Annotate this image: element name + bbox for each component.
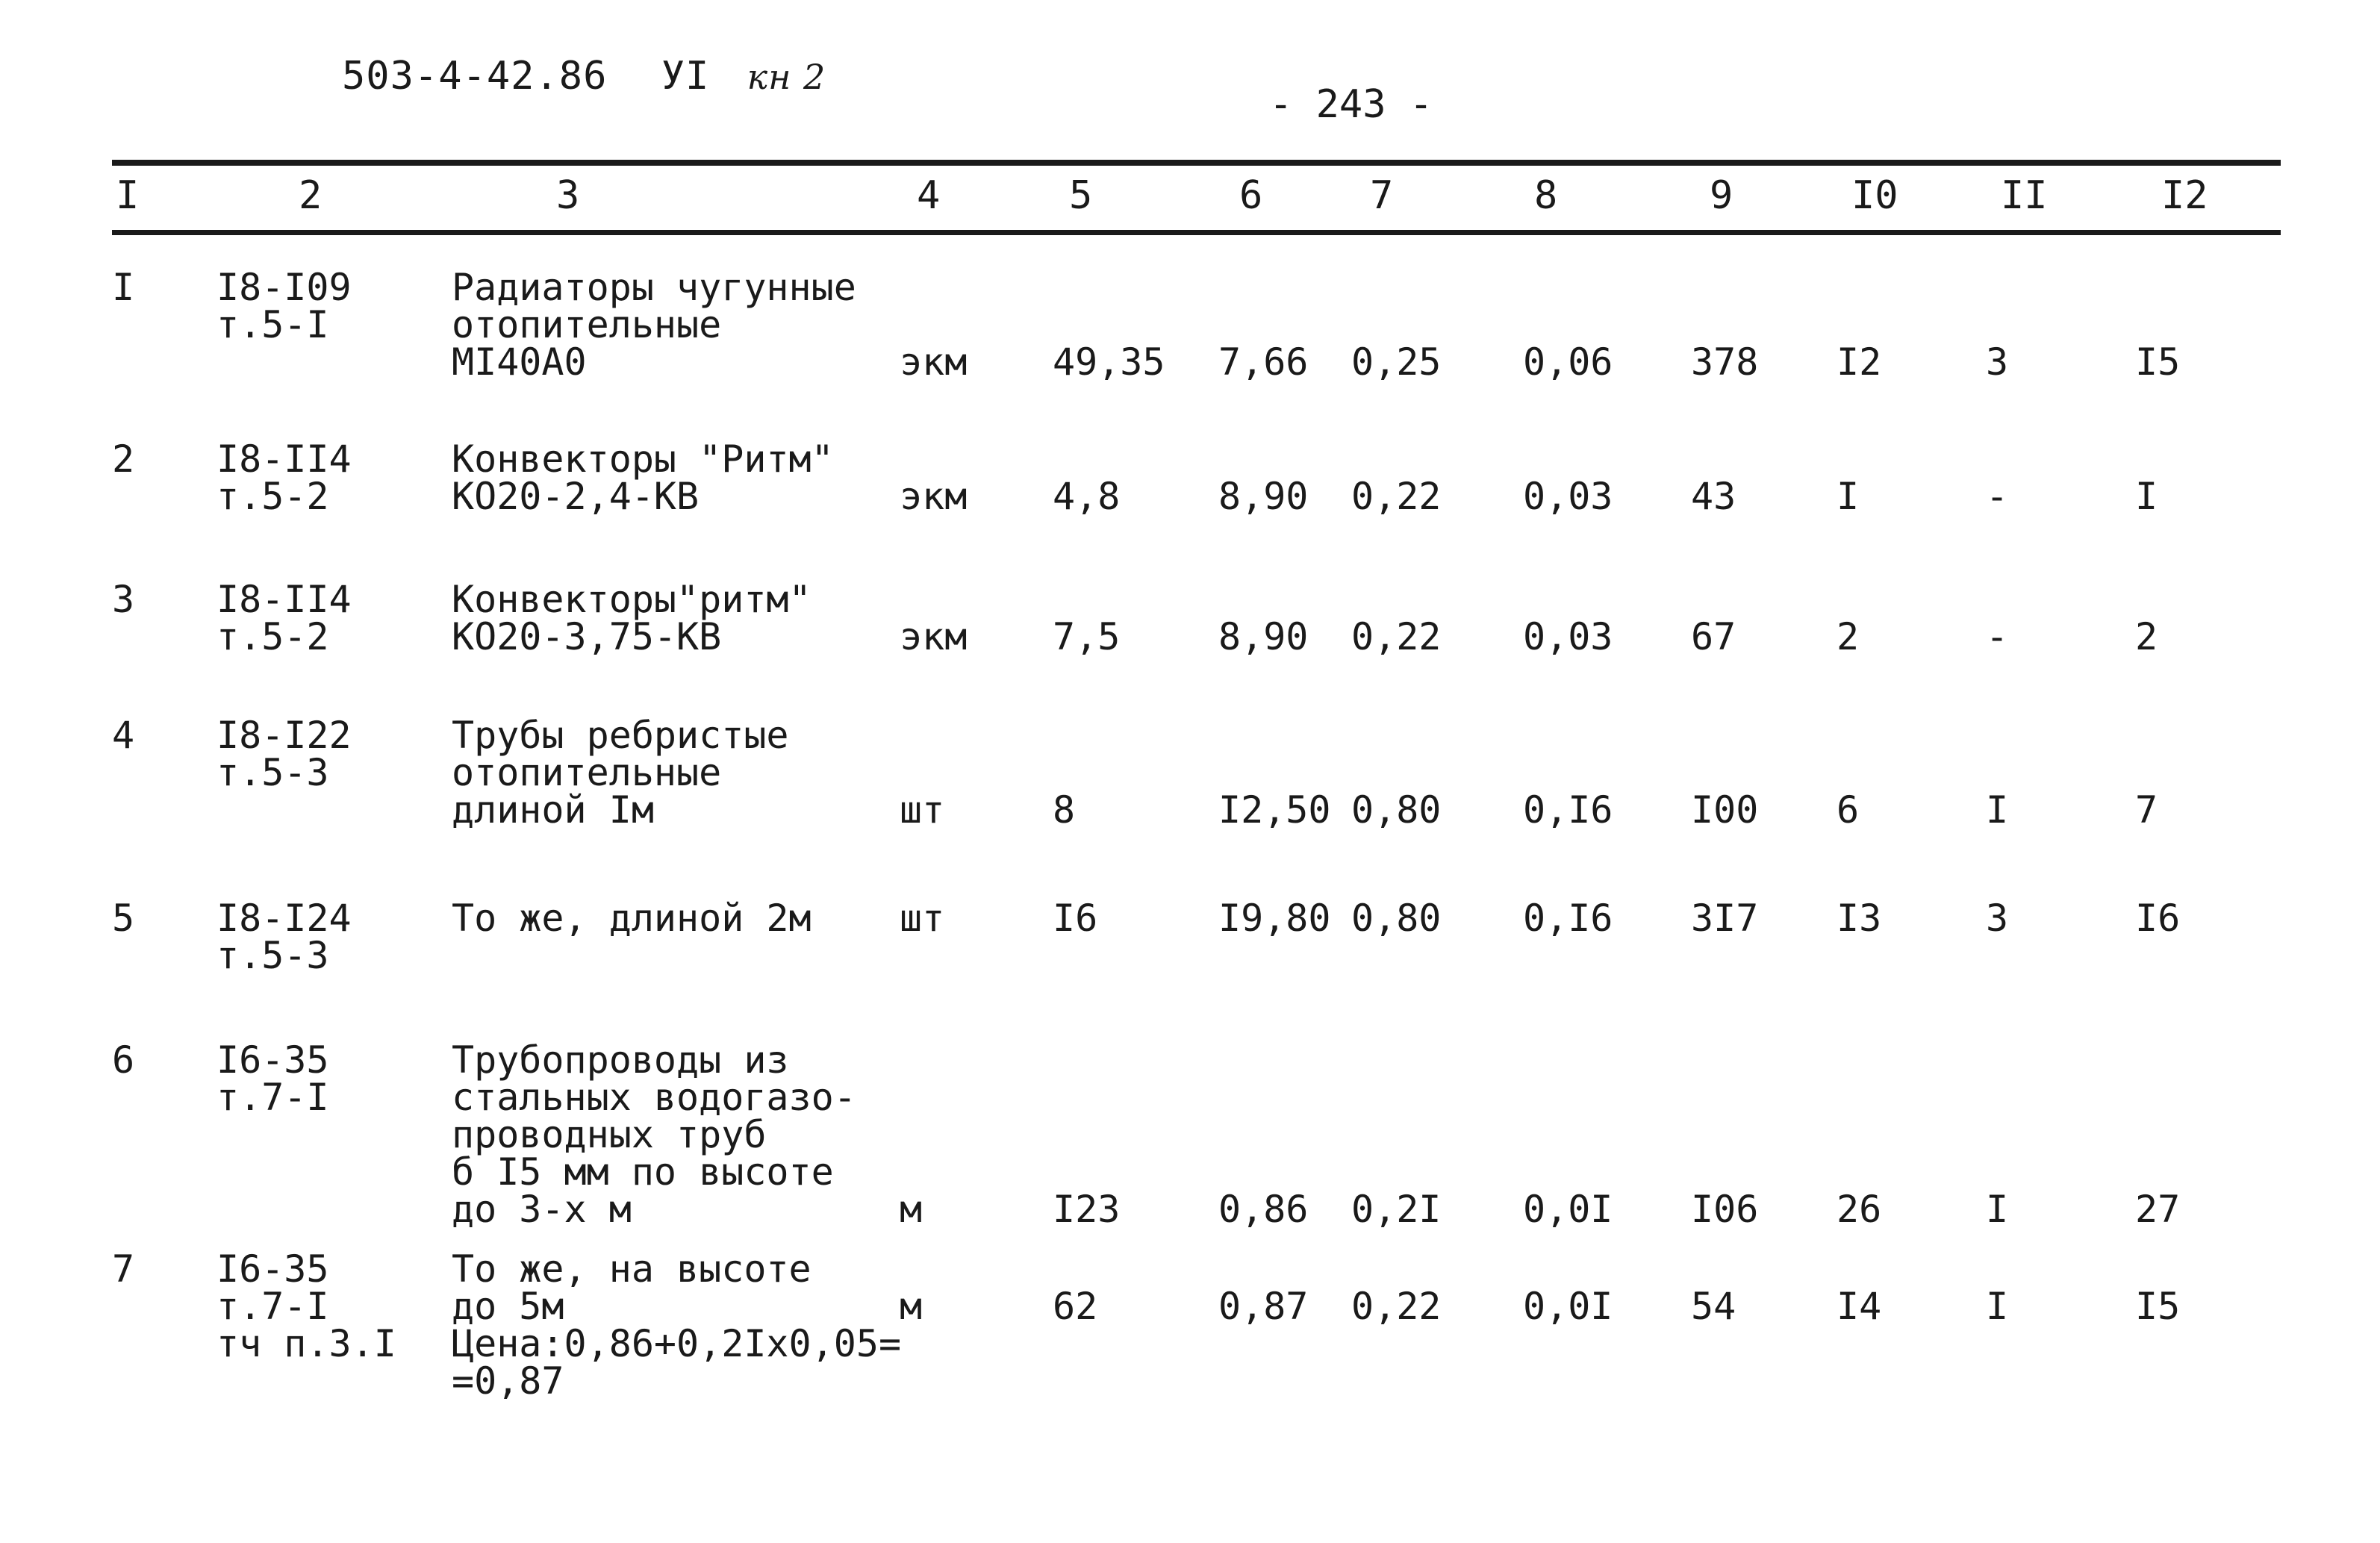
work-name: проводных труб <box>452 1113 767 1156</box>
column-header-7: 7 <box>1370 173 1394 218</box>
value-cell-c9: 378 <box>1691 340 1759 384</box>
norm-code: I6-35 <box>216 1038 329 1082</box>
norm-code: I8-I22 <box>216 714 352 757</box>
row-number: 5 <box>112 897 135 940</box>
work-name: до 3-х м <box>452 1188 632 1231</box>
norm-code: I8-I09 <box>216 266 352 309</box>
work-name: То же, длиной 2м <box>452 897 811 940</box>
doc-volume: УI <box>661 54 710 99</box>
value-cell-c8: 0,0I <box>1523 1188 1613 1231</box>
column-header-12: I2 <box>2161 173 2208 218</box>
value-cell-c10: I3 <box>1837 897 1882 940</box>
handwritten-book-note: кн 2 <box>747 57 826 97</box>
value-cell-c11: I <box>1986 1188 2009 1231</box>
row-number: 2 <box>112 437 135 481</box>
value-cell-c12: 27 <box>2135 1188 2181 1231</box>
value-cell-c7: 0,80 <box>1351 788 1442 832</box>
document-code <box>342 54 826 99</box>
norm-code: т.7-I <box>216 1076 329 1119</box>
work-name: отопительные <box>452 303 722 346</box>
value-cell-c10: 26 <box>1837 1188 1882 1231</box>
column-header-9: 9 <box>1710 173 1733 218</box>
work-name: Трубопроводы из <box>452 1038 789 1082</box>
value-cell-c8: 0,06 <box>1523 340 1613 384</box>
unit-cell: м <box>900 1188 923 1231</box>
column-header-10: I0 <box>1851 173 1898 218</box>
value-cell-c6: 8,90 <box>1218 475 1309 518</box>
norm-code: т.5-2 <box>216 475 329 518</box>
value-cell-c8: 0,I6 <box>1523 788 1613 832</box>
work-name: КО20-3,75-КВ <box>452 615 722 658</box>
value-cell-c12: I5 <box>2135 340 2181 384</box>
table-top-rule <box>112 160 2281 166</box>
value-cell-c9: I00 <box>1691 788 1759 832</box>
unit-cell: экм <box>900 615 968 658</box>
value-cell-c11: - <box>1986 615 2009 658</box>
value-cell-c7: 0,2I <box>1351 1188 1442 1231</box>
work-name: длиной Iм <box>452 788 654 832</box>
value-cell-c5: I6 <box>1053 897 1098 940</box>
value-cell-c7: 0,80 <box>1351 897 1442 940</box>
value-cell-c6: 8,90 <box>1218 615 1309 658</box>
value-cell-c8: 0,03 <box>1523 615 1613 658</box>
value-cell-c8: 0,03 <box>1523 475 1613 518</box>
value-cell-c6: 0,86 <box>1218 1188 1309 1231</box>
work-name: Цена:0,86+0,2Iх0,05= <box>452 1322 902 1365</box>
column-header-4: 4 <box>917 173 941 218</box>
work-name: б I5 мм по высоте <box>452 1150 834 1194</box>
value-cell-c9: 3I7 <box>1691 897 1759 940</box>
work-name: Конвекторы"ритм" <box>452 578 811 621</box>
norm-code: I8-II4 <box>216 578 352 621</box>
column-header-3: 3 <box>556 173 580 218</box>
value-cell-c9: 67 <box>1691 615 1736 658</box>
norm-code: т.5-3 <box>216 934 329 977</box>
value-cell-c9: 43 <box>1691 475 1736 518</box>
norm-code: I8-I24 <box>216 897 352 940</box>
value-cell-c12: 7 <box>2135 788 2158 832</box>
unit-cell: экм <box>900 475 968 518</box>
value-cell-c7: 0,22 <box>1351 615 1442 658</box>
value-cell-c11: I <box>1986 788 2009 832</box>
unit-cell: шт <box>900 788 945 832</box>
work-name: стальных водогазо- <box>452 1076 856 1119</box>
value-cell-c12: I <box>2135 475 2158 518</box>
value-cell-c11: 3 <box>1986 897 2009 940</box>
value-cell-c6: 7,66 <box>1218 340 1309 384</box>
row-number: 7 <box>112 1247 135 1291</box>
page-number: - 243 - <box>1269 82 1433 127</box>
value-cell-c6: I9,80 <box>1218 897 1331 940</box>
column-header-2: 2 <box>299 173 323 218</box>
work-name: Радиаторы чугунные <box>452 266 856 309</box>
value-cell-c7: 0,25 <box>1351 340 1442 384</box>
value-cell-c10: 2 <box>1837 615 1860 658</box>
work-name: МI40А0 <box>452 340 587 384</box>
row-number: 3 <box>112 578 135 621</box>
column-header-11: II <box>2001 173 2048 218</box>
work-name: Конвекторы "Ритм" <box>452 437 834 481</box>
table-header-rule <box>112 230 2281 235</box>
value-cell-c11: - <box>1986 475 2009 518</box>
value-cell-c5: 49,35 <box>1053 340 1165 384</box>
value-cell-c9: 54 <box>1691 1285 1736 1328</box>
row-number: I <box>112 266 135 309</box>
unit-cell: экм <box>900 340 968 384</box>
value-cell-c6: I2,50 <box>1218 788 1331 832</box>
value-cell-c5: 62 <box>1053 1285 1098 1328</box>
column-header-8: 8 <box>1534 173 1558 218</box>
column-header-6: 6 <box>1239 173 1263 218</box>
value-cell-c5: 7,5 <box>1053 615 1121 658</box>
work-name: То же, на высоте <box>452 1247 811 1291</box>
row-number: 6 <box>112 1038 135 1082</box>
value-cell-c5: 4,8 <box>1053 475 1121 518</box>
value-cell-c11: 3 <box>1986 340 2009 384</box>
work-name: Трубы ребристые <box>452 714 789 757</box>
norm-code: т.5-2 <box>216 615 329 658</box>
value-cell-c12: 2 <box>2135 615 2158 658</box>
doc-number: 503-4-42.86 <box>342 54 608 99</box>
value-cell-c5: 8 <box>1053 788 1076 832</box>
value-cell-c8: 0,I6 <box>1523 897 1613 940</box>
unit-cell: шт <box>900 897 945 940</box>
value-cell-c6: 0,87 <box>1218 1285 1309 1328</box>
column-header-1: I <box>116 173 140 218</box>
value-cell-c8: 0,0I <box>1523 1285 1613 1328</box>
work-name: до 5м <box>452 1285 564 1328</box>
value-cell-c10: I2 <box>1837 340 1882 384</box>
value-cell-c9: I06 <box>1691 1188 1759 1231</box>
value-cell-c12: I5 <box>2135 1285 2181 1328</box>
norm-code: т.5-I <box>216 303 329 346</box>
value-cell-c5: I23 <box>1053 1188 1121 1231</box>
norm-code: I6-35 <box>216 1247 329 1291</box>
value-cell-c10: I4 <box>1837 1285 1882 1328</box>
value-cell-c7: 0,22 <box>1351 475 1442 518</box>
value-cell-c10: 6 <box>1837 788 1860 832</box>
norm-code: т.5-3 <box>216 751 329 794</box>
value-cell-c12: I6 <box>2135 897 2181 940</box>
work-name: =0,87 <box>452 1359 564 1403</box>
unit-cell: м <box>900 1285 923 1328</box>
value-cell-c11: I <box>1986 1285 2009 1328</box>
value-cell-c7: 0,22 <box>1351 1285 1442 1328</box>
norm-code: т.7-I <box>216 1285 329 1328</box>
norm-code: I8-II4 <box>216 437 352 481</box>
value-cell-c10: I <box>1837 475 1860 518</box>
column-header-5: 5 <box>1069 173 1093 218</box>
row-number: 4 <box>112 714 135 757</box>
work-name: КО20-2,4-КВ <box>452 475 700 518</box>
norm-code: тч п.3.I <box>216 1322 396 1365</box>
work-name: отопительные <box>452 751 722 794</box>
